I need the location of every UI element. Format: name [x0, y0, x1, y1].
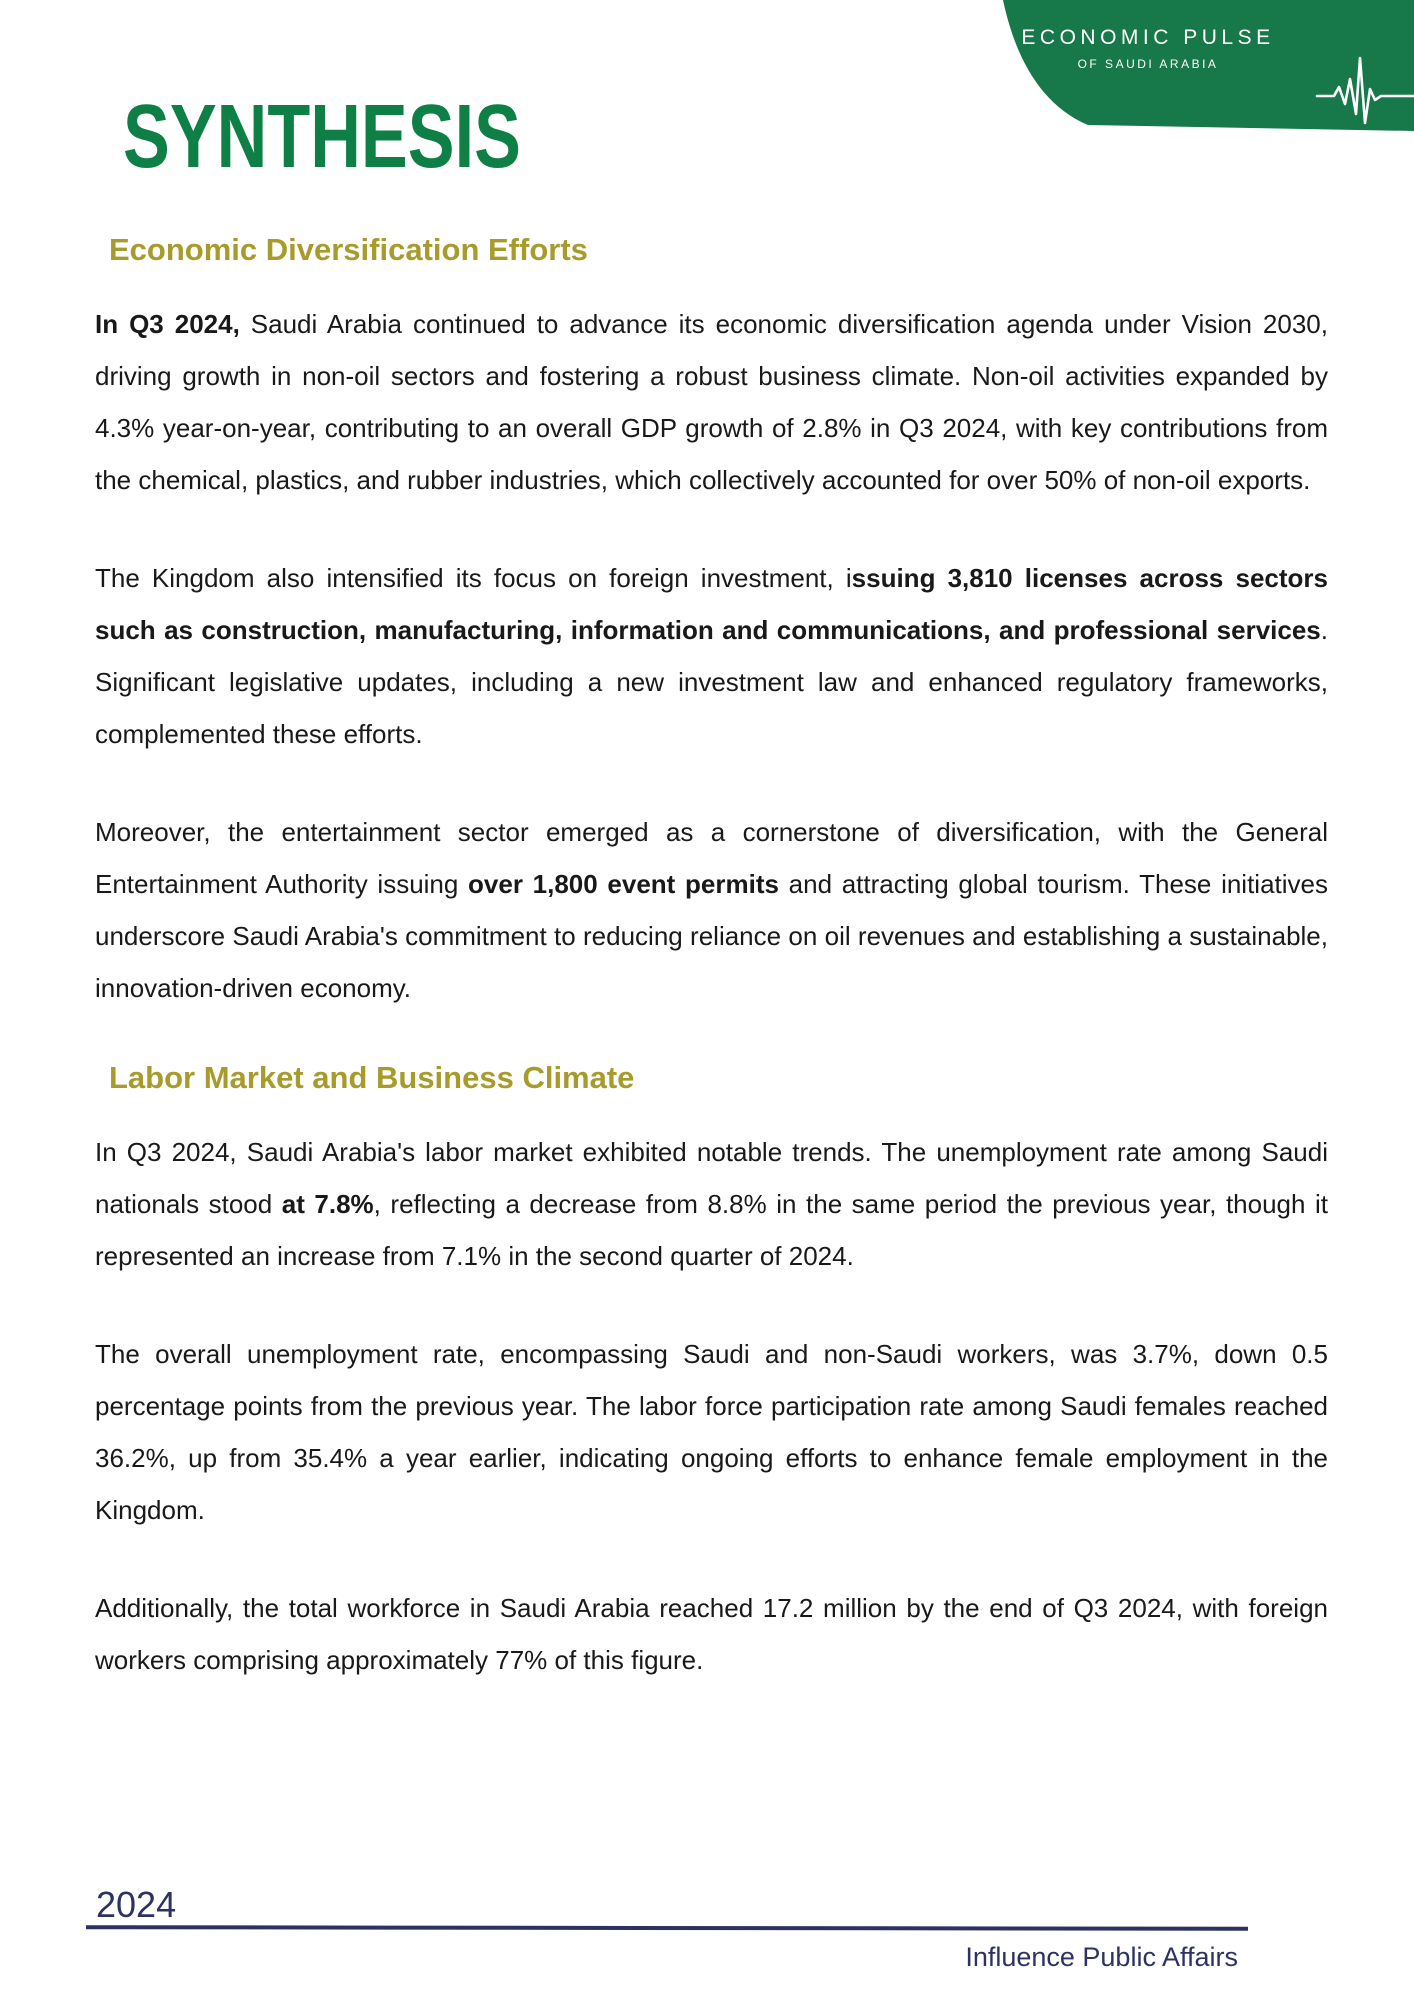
footer-year: 2024 [96, 1884, 177, 1925]
text-run: , reflecting a decrease from 8.8% in the same period the previous year, though it represented an increase from 7.1% in the second quarter of 2024. [95, 1189, 1329, 1271]
bold-text-run: over 1,800 event permits [468, 869, 779, 899]
badge-title: ECONOMIC PULSE [1021, 26, 1275, 49]
bold-text-run: ssuing 3,810 licenses across sectors such as construction, manufacturing, information and communications, and professional services [95, 563, 1328, 645]
text-run: In Q3 2024, Saudi Arabia's labor market exhibited notable trends. The unemployment rate among Saudi nationals stood [95, 1137, 1328, 1219]
section-heading: Economic Diversification Efforts [109, 232, 588, 267]
text-run: Moreover, the entertainment sector emerged as a cornerstone of diversification, with the General Entertainment Authority issuing [95, 817, 1328, 899]
footer-publisher: Influence Public Affairs [965, 1942, 1238, 1972]
sections-container [95, 232, 1328, 1686]
paragraph [95, 1126, 1328, 1282]
text-run: The Kingdom also intensified its focus on foreign investment, i [95, 563, 852, 593]
paragraph [95, 1328, 1328, 1536]
paragraph [95, 298, 1328, 506]
text-run: . Significant legislative updates, including a new investment law and enhanced regulatory frameworks, complemented these efforts. [95, 615, 1328, 749]
footer-divider [86, 1925, 1248, 1931]
paragraph [95, 806, 1328, 1014]
text-run: and attracting global tourism. These initiatives underscore Saudi Arabia's commitment to reducing reliance on oil revenues and establishing a sustainable, innovation-driven economy. [95, 869, 1329, 1003]
text-run: The overall unemployment rate, encompassing Saudi and non-Saudi workers, was 3.7%, down 0.5 percentage points from the previous year. The labor force participation rate among Saudi females reached 36.2%, up from 35.4% a year earlier, indicating ongoing efforts to enhance female employment in the Kingdom. [95, 1339, 1328, 1525]
bold-text-run: at 7.8% [281, 1189, 374, 1219]
section-heading: Labor Market and Business Climate [109, 1060, 635, 1095]
paragraph [95, 1582, 1328, 1686]
text-run: Additionally, the total workforce in Saudi Arabia reached 17.2 million by the end of Q3 2024, with foreign workers comprising approximately 77% of this figure. [95, 1593, 1328, 1675]
badge-subtitle: OF SAUDI ARABIA [1077, 57, 1219, 71]
bold-text-run: In Q3 2024, [95, 309, 240, 339]
text-run: Saudi Arabia continued to advance its economic diversification agenda under Vision 2030, driving growth in non-oil sectors and fostering a robust business climate. Non-oil activities expanded by 4.3% year-on-year, contributing to an overall GDP growth of 2.8% in Q3 2024, with key contributions from the chemical, plastics, and rubber industries, which collectively accounted for over 50% of non-oil exports. [95, 309, 1328, 495]
page-title: SYNTHESIS [123, 87, 521, 187]
paragraph [95, 552, 1328, 760]
